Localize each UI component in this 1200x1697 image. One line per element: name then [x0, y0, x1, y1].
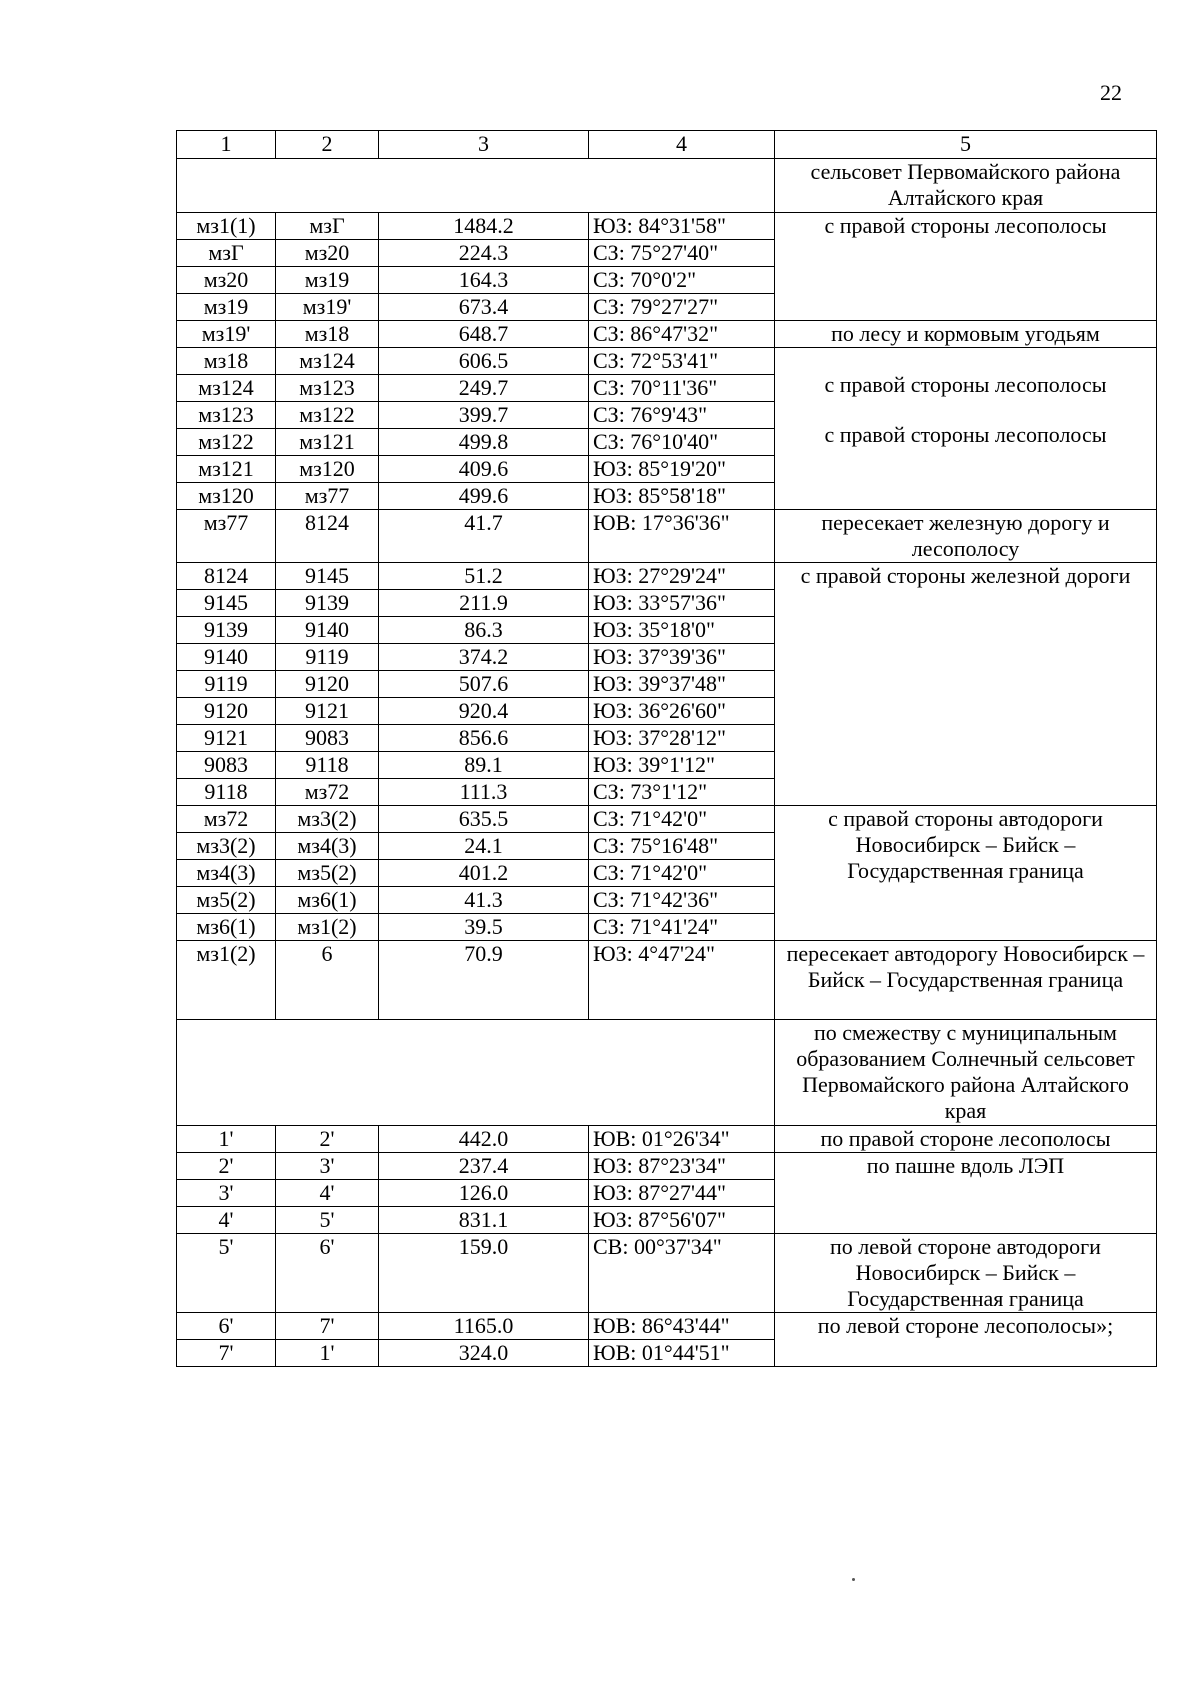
from-point: мз120	[177, 483, 276, 510]
from-point: мз1(1)	[177, 213, 276, 240]
length-m: 51.2	[379, 563, 589, 590]
boundary-description: по левой стороне лесополосы»;	[775, 1313, 1157, 1367]
bearing: ЮЗ: 85°58'18"	[589, 483, 775, 510]
length-m: 249.7	[379, 375, 589, 402]
length-m: 86.3	[379, 617, 589, 644]
bearing: СЗ: 75°16'48"	[589, 833, 775, 860]
table-row	[177, 213, 1157, 240]
bearing: СЗ: 79°27'27"	[589, 294, 775, 321]
from-point: мз123	[177, 402, 276, 429]
length-m: 1165.0	[379, 1313, 589, 1340]
length-m: 635.5	[379, 806, 589, 833]
from-point: мз18	[177, 348, 276, 375]
length-m: 1484.2	[379, 213, 589, 240]
bearing: ЮЗ: 36°26'60"	[589, 698, 775, 725]
section-description: по смежеству с муниципальным образованием Солнечный сельсовет Первомайского района Алтайского края	[775, 1020, 1157, 1126]
from-point: мз19	[177, 294, 276, 321]
to-point: мз6(1)	[276, 887, 379, 914]
bearing: СЗ: 71°42'36"	[589, 887, 775, 914]
bearing: СЗ: 70°11'36"	[589, 375, 775, 402]
length-m: 499.8	[379, 429, 589, 456]
from-point: мз19'	[177, 321, 276, 348]
from-point: мз124	[177, 375, 276, 402]
table-row	[177, 941, 1157, 1020]
length-m: 507.6	[379, 671, 589, 698]
from-point: мз3(2)	[177, 833, 276, 860]
bearing: ЮЗ: 84°31'58"	[589, 213, 775, 240]
bearing: СВ: 00°37'34"	[589, 1234, 775, 1313]
section-empty-cell	[177, 159, 775, 213]
table-row	[177, 1153, 1157, 1180]
length-m: 856.6	[379, 725, 589, 752]
bearing: СЗ: 70°0'2"	[589, 267, 775, 294]
bearing: ЮЗ: 33°57'36"	[589, 590, 775, 617]
length-m: 499.6	[379, 483, 589, 510]
to-point: 6'	[276, 1234, 379, 1313]
to-point: 8124	[276, 510, 379, 563]
to-point: мз5(2)	[276, 860, 379, 887]
length-m: 399.7	[379, 402, 589, 429]
boundary-description: пересекает автодорогу Новосибирск – Бийск – Государственная граница	[775, 941, 1157, 1020]
table-row	[177, 321, 1157, 348]
length-m: 126.0	[379, 1180, 589, 1207]
from-point: 9121	[177, 725, 276, 752]
bearing: СЗ: 72°53'41"	[589, 348, 775, 375]
boundary-description: с правой стороны лесополосы	[775, 213, 1157, 321]
to-point: 9083	[276, 725, 379, 752]
to-point: 5'	[276, 1207, 379, 1234]
scan-dot	[852, 1578, 855, 1581]
table-row	[177, 1313, 1157, 1340]
from-point: мз1(2)	[177, 941, 276, 1020]
from-point: мз6(1)	[177, 914, 276, 941]
from-point: мз4(3)	[177, 860, 276, 887]
to-point: 9121	[276, 698, 379, 725]
bearing: ЮВ: 01°44'51"	[589, 1340, 775, 1367]
bearing: ЮЗ: 27°29'24"	[589, 563, 775, 590]
boundary-description: по правой стороне лесополосы	[775, 1126, 1157, 1153]
boundary-description	[775, 348, 1157, 510]
table-row	[177, 806, 1157, 833]
from-point: 9140	[177, 644, 276, 671]
bearing: СЗ: 76°9'43"	[589, 402, 775, 429]
table-row	[177, 348, 1157, 375]
description-line: с правой стороны лесополосы	[824, 372, 1107, 397]
from-point: 9145	[177, 590, 276, 617]
bearing: СЗ: 76°10'40"	[589, 429, 775, 456]
bearing: ЮЗ: 37°39'36"	[589, 644, 775, 671]
from-point: 9139	[177, 617, 276, 644]
section-empty-cell	[177, 1020, 775, 1126]
bearing: ЮЗ: 39°37'48"	[589, 671, 775, 698]
bearing: ЮЗ: 85°19'20"	[589, 456, 775, 483]
boundary-description: с правой стороны автодороги Новосибирск – Бийск – Государственная граница	[775, 806, 1157, 941]
from-point: мз121	[177, 456, 276, 483]
bearing: СЗ: 86°47'32"	[589, 321, 775, 348]
length-m: 89.1	[379, 752, 589, 779]
table-row	[177, 510, 1157, 563]
boundary-description: по левой стороне автодороги Новосибирск – Бийск – Государственная граница	[775, 1234, 1157, 1313]
bearing: ЮЗ: 4°47'24"	[589, 941, 775, 1020]
column-header-4: 4	[589, 131, 775, 159]
bearing: ЮЗ: 39°1'12"	[589, 752, 775, 779]
from-point: 7'	[177, 1340, 276, 1367]
from-point: 1'	[177, 1126, 276, 1153]
to-point: 3'	[276, 1153, 379, 1180]
from-point: 5'	[177, 1234, 276, 1313]
to-point: 2'	[276, 1126, 379, 1153]
table-row	[177, 1234, 1157, 1313]
bearing: ЮВ: 86°43'44"	[589, 1313, 775, 1340]
section-row	[177, 1020, 1157, 1126]
bearing: ЮЗ: 87°56'07"	[589, 1207, 775, 1234]
bearing: СЗ: 71°41'24"	[589, 914, 775, 941]
length-m: 920.4	[379, 698, 589, 725]
from-point: 2'	[177, 1153, 276, 1180]
from-point: 4'	[177, 1207, 276, 1234]
length-m: 211.9	[379, 590, 589, 617]
to-point: 4'	[276, 1180, 379, 1207]
bearing: СЗ: 73°1'12"	[589, 779, 775, 806]
boundary-description: по пашне вдоль ЛЭП	[775, 1153, 1157, 1234]
length-m: 831.1	[379, 1207, 589, 1234]
column-header-3: 3	[379, 131, 589, 159]
from-point: мзГ	[177, 240, 276, 267]
bearing: ЮЗ: 87°23'34"	[589, 1153, 775, 1180]
to-point: мз121	[276, 429, 379, 456]
length-m: 442.0	[379, 1126, 589, 1153]
to-point: мз123	[276, 375, 379, 402]
bearing: ЮВ: 17°36'36"	[589, 510, 775, 563]
length-m: 324.0	[379, 1340, 589, 1367]
to-point: мз19	[276, 267, 379, 294]
length-m: 237.4	[379, 1153, 589, 1180]
to-point: мз120	[276, 456, 379, 483]
to-point: мз3(2)	[276, 806, 379, 833]
to-point: мз4(3)	[276, 833, 379, 860]
to-point: 1'	[276, 1340, 379, 1367]
from-point: 3'	[177, 1180, 276, 1207]
bearing: ЮЗ: 37°28'12"	[589, 725, 775, 752]
to-point: мз1(2)	[276, 914, 379, 941]
length-m: 159.0	[379, 1234, 589, 1313]
section-row	[177, 159, 1157, 213]
length-m: 648.7	[379, 321, 589, 348]
boundary-description: с правой стороны железной дороги	[775, 563, 1157, 806]
to-point: мз20	[276, 240, 379, 267]
length-m: 24.1	[379, 833, 589, 860]
from-point: 8124	[177, 563, 276, 590]
to-point: 9118	[276, 752, 379, 779]
to-point: 9145	[276, 563, 379, 590]
length-m: 41.7	[379, 510, 589, 563]
to-point: 9139	[276, 590, 379, 617]
bearing: ЮЗ: 87°27'44"	[589, 1180, 775, 1207]
to-point: 9140	[276, 617, 379, 644]
to-point: 9119	[276, 644, 379, 671]
length-m: 164.3	[379, 267, 589, 294]
bearing: СЗ: 71°42'0"	[589, 860, 775, 887]
to-point: 9120	[276, 671, 379, 698]
length-m: 374.2	[379, 644, 589, 671]
section-description: сельсовет Первомайского района Алтайского края	[775, 159, 1157, 213]
from-point: 9120	[177, 698, 276, 725]
boundary-description: пересекает железную дорогу и лесополосу	[775, 510, 1157, 563]
boundary-description: по лесу и кормовым угодьям	[775, 321, 1157, 348]
length-m: 41.3	[379, 887, 589, 914]
to-point: мз72	[276, 779, 379, 806]
from-point: 9119	[177, 671, 276, 698]
from-point: мз72	[177, 806, 276, 833]
from-point: мз20	[177, 267, 276, 294]
from-point: мз122	[177, 429, 276, 456]
from-point: 9083	[177, 752, 276, 779]
length-m: 606.5	[379, 348, 589, 375]
column-header-2: 2	[276, 131, 379, 159]
to-point: мз122	[276, 402, 379, 429]
to-point: мзГ	[276, 213, 379, 240]
length-m: 39.5	[379, 914, 589, 941]
length-m: 409.6	[379, 456, 589, 483]
from-point: 9118	[177, 779, 276, 806]
table-body	[177, 131, 1157, 1367]
table-header-row	[177, 131, 1157, 159]
to-point: 7'	[276, 1313, 379, 1340]
length-m: 70.9	[379, 941, 589, 1020]
from-point: мз5(2)	[177, 887, 276, 914]
bearing: СЗ: 71°42'0"	[589, 806, 775, 833]
to-point: мз124	[276, 348, 379, 375]
table-row	[177, 563, 1157, 590]
to-point: 6	[276, 941, 379, 1020]
column-header-1: 1	[177, 131, 276, 159]
boundary-table	[176, 130, 1157, 1367]
bearing: ЮВ: 01°26'34"	[589, 1126, 775, 1153]
bearing: СЗ: 75°27'40"	[589, 240, 775, 267]
from-point: мз77	[177, 510, 276, 563]
length-m: 224.3	[379, 240, 589, 267]
column-header-5: 5	[775, 131, 1157, 159]
length-m: 111.3	[379, 779, 589, 806]
from-point: 6'	[177, 1313, 276, 1340]
length-m: 673.4	[379, 294, 589, 321]
to-point: мз77	[276, 483, 379, 510]
table-row	[177, 1126, 1157, 1153]
length-m: 401.2	[379, 860, 589, 887]
to-point: мз18	[276, 321, 379, 348]
bearing: ЮЗ: 35°18'0"	[589, 617, 775, 644]
to-point: мз19'	[276, 294, 379, 321]
page-number: 22	[1100, 80, 1122, 105]
description-line: с правой стороны лесополосы	[824, 422, 1107, 447]
